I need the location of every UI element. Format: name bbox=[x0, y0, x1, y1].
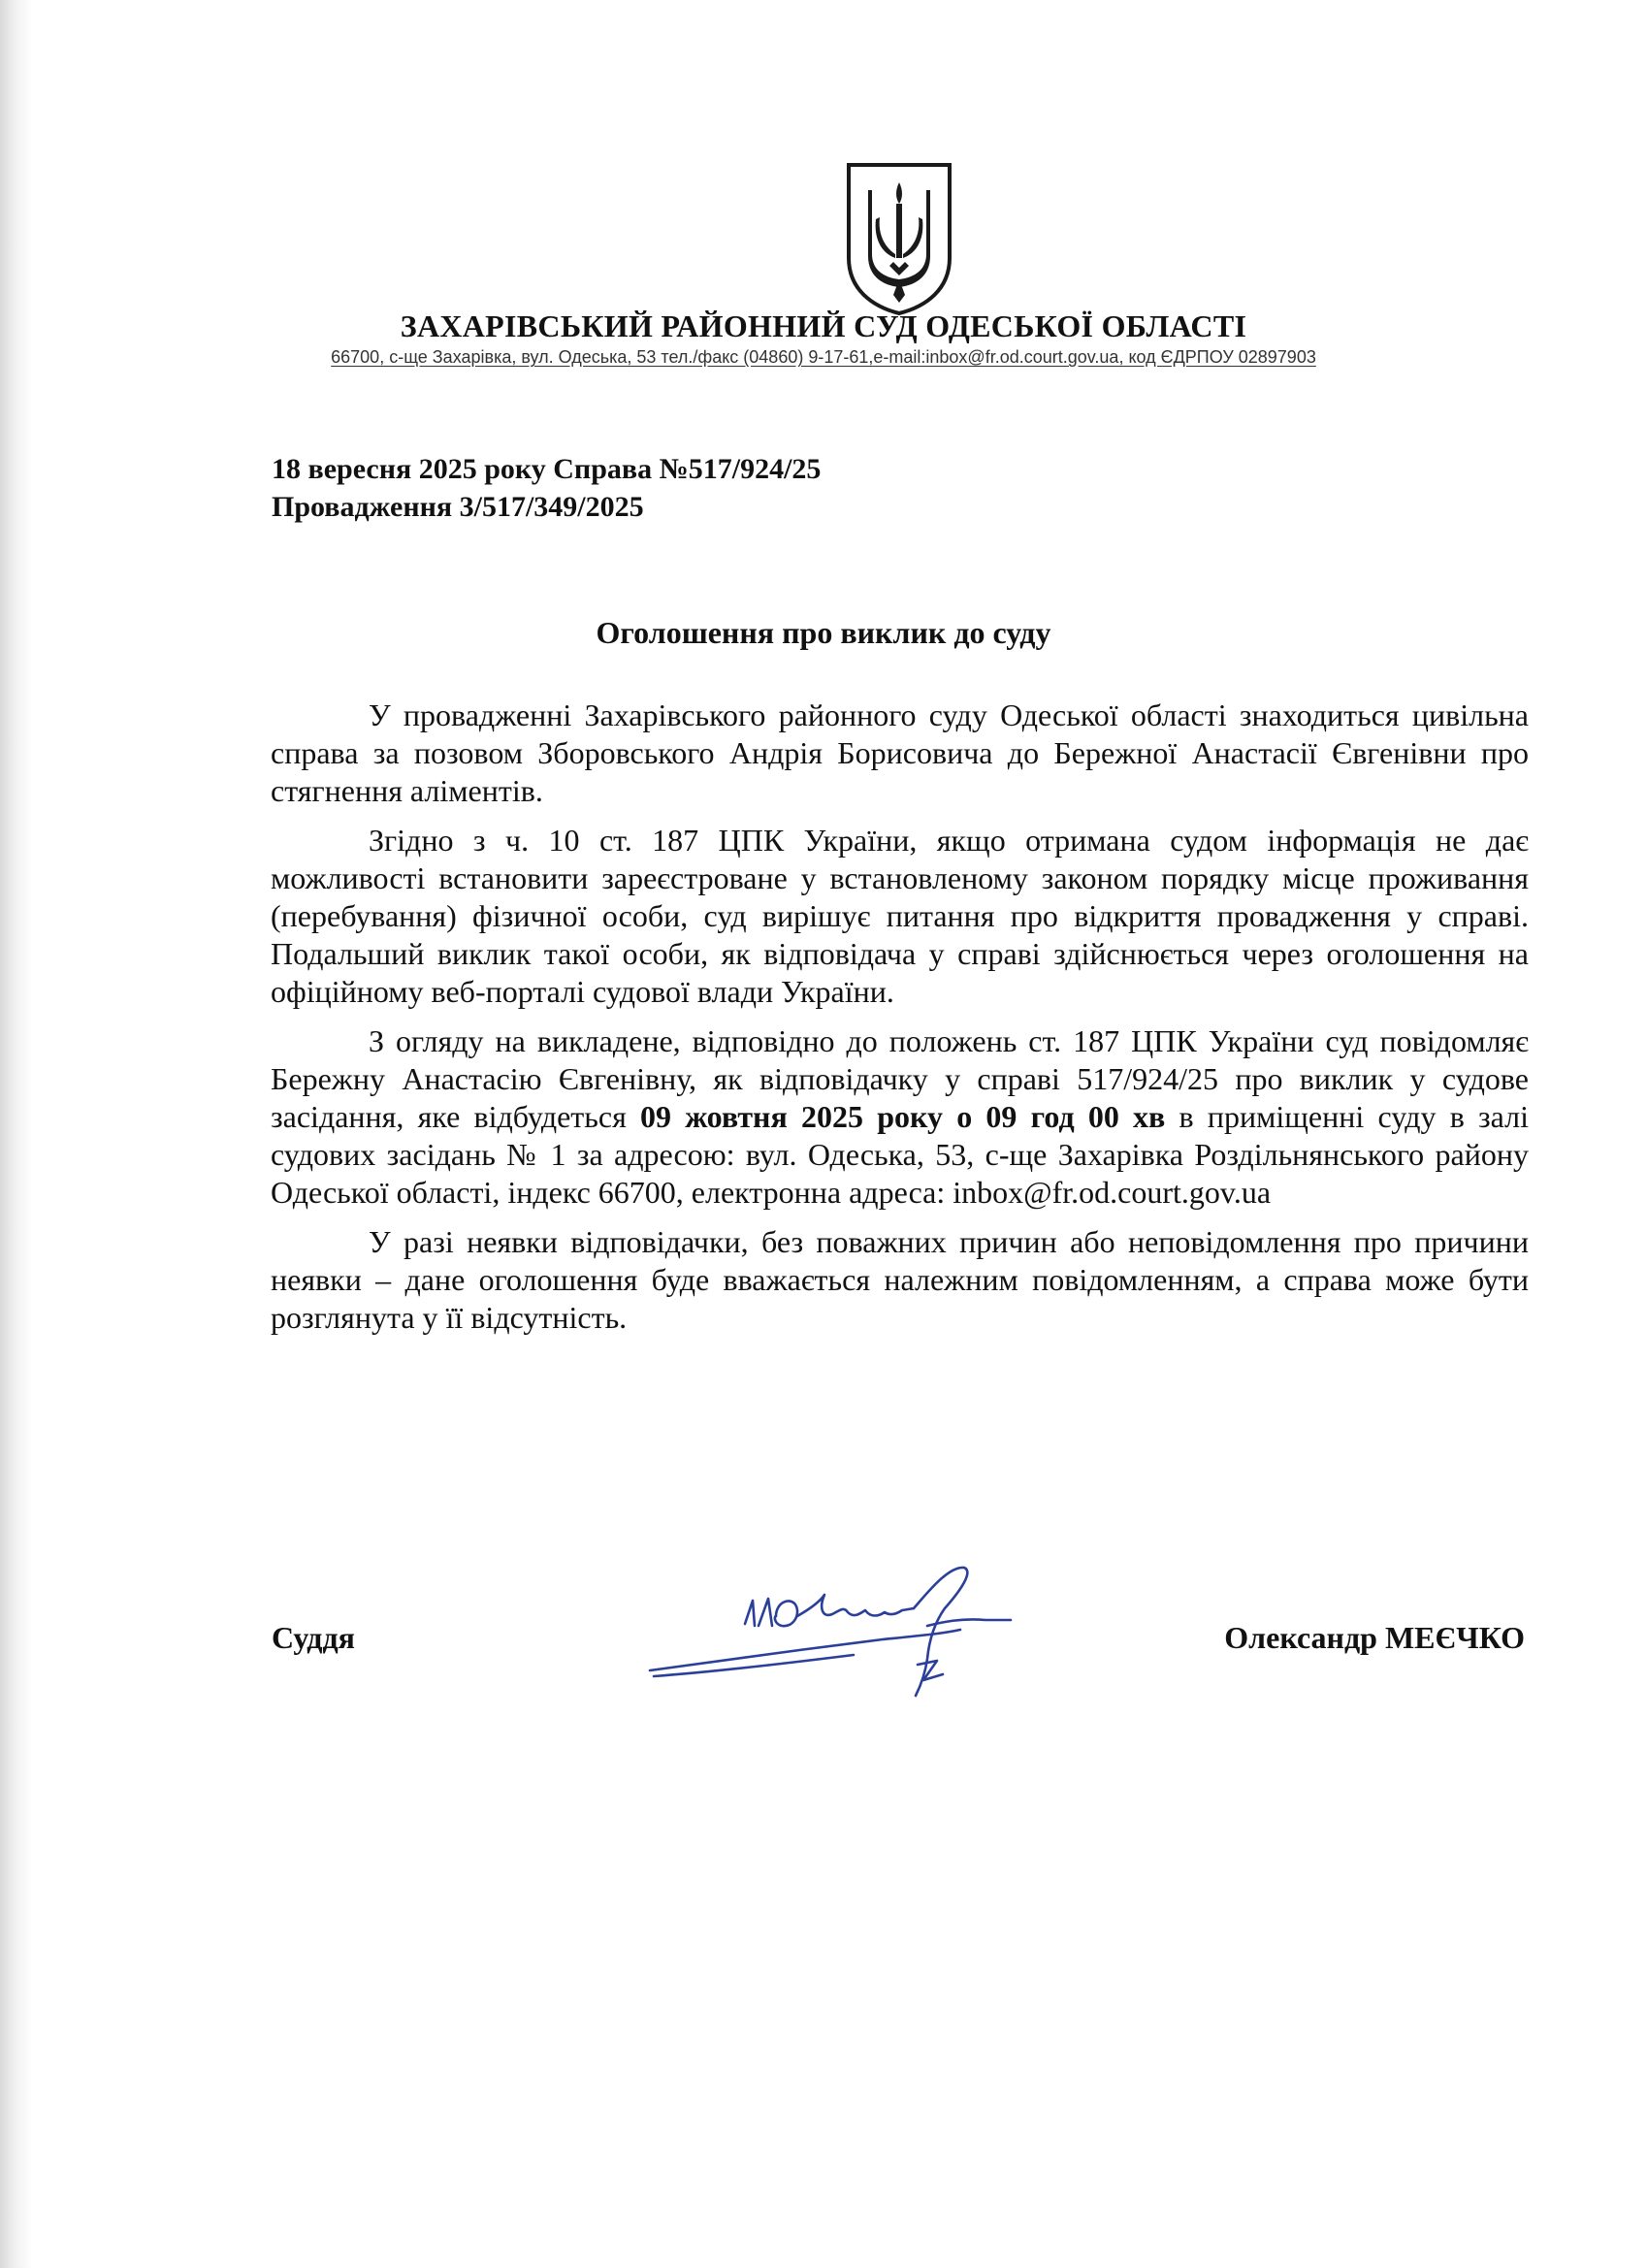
trident-coat-of-arms-icon bbox=[845, 161, 953, 316]
case-reference bbox=[272, 450, 1436, 526]
paragraph-4: У разі неявки відповідачки, без поважних причин або неповідомлення про причини неявки – дане оголошення буде вважається належним повідомленням, а справа може бути розглянута у її відсутність. bbox=[271, 1224, 1529, 1335]
case-date-number: 18 вересня 2025 року Справа №517/924/25 bbox=[272, 453, 822, 485]
signer-title: Суддя bbox=[272, 1620, 355, 1655]
paragraph-3 bbox=[271, 1022, 1529, 1212]
signature-block bbox=[272, 1601, 1529, 1717]
document-title: Оголошення про виклик до суду bbox=[596, 615, 1051, 650]
court-contacts bbox=[0, 347, 1647, 368]
paragraph-1: У провадженні Захарівського районного суду Одеської області знаходиться цивільна справа за позовом Зборовського Андрія Борисовича до Бережної Анастасії Євгенівни про стягнення аліментів. bbox=[271, 697, 1529, 808]
court-name: ЗАХАРІВСЬКИЙ РАЙОННИЙ СУД ОДЕСЬКОЇ ОБЛАСТІ bbox=[400, 308, 1247, 343]
paragraph-3-end: в приміщенні суду в залі судових засідань № 1 за адресою: вул. Одеська, 53, с-ще Захарівка Роздільнянського району Одеської області, індекс 66700, електронна адреса: inbox@fr.od.court.gov.ua bbox=[271, 1099, 1530, 1210]
announcement-body bbox=[271, 697, 1529, 1348]
paragraph-3-start: З огляду на викладене, відповідно до положень ст. 187 ЦПК України суд повідомляє Бережну Анастасію Євгенівну, як відповідачку у справі 517/924/25 про виклик у судове засідання, яке відбудеться bbox=[271, 1023, 1529, 1134]
proceeding-number: Провадження 3/517/349/2025 bbox=[272, 491, 644, 523]
signer-name: Олександр МЕЄЧКО bbox=[1224, 1620, 1525, 1655]
hearing-datetime: 09 жовтня 2025 року о 09 год 00 хв bbox=[640, 1099, 1166, 1134]
paragraph-2: Згідно з ч. 10 ст. 187 ЦПК України, якщо отримана судом інформація не дає можливості встановити зареєстроване у встановленому законом порядку місце проживання (перебування) фізичної особи, суд вирішує питання про відкриття провадження у справі. Подальший виклик такої особи, як відповідача у справі здійснюється через оголошення на офіційному веб-порталі судової влади України. bbox=[271, 823, 1529, 1009]
court-contacts-text: 66700, с-ще Захарівка, вул. Одеська, 53 тел./факс (04860) 9-17-61,e-mail:inbox@fr.od.court.gov.ua, код ЄДРПОУ 02897903 bbox=[331, 347, 1316, 367]
handwritten-signature bbox=[640, 1558, 1048, 1703]
